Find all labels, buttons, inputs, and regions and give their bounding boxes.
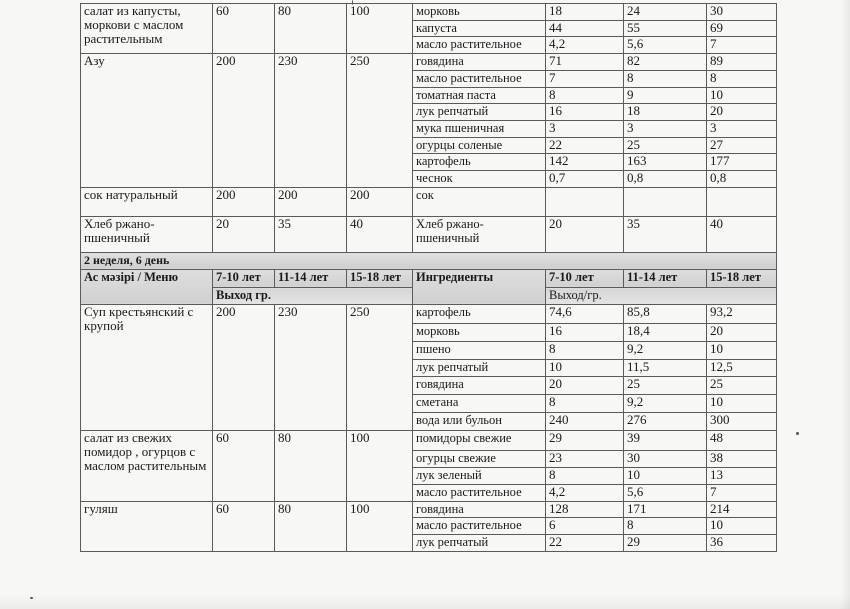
- ingredient-amount: 30: [707, 4, 777, 21]
- scan-speck: [30, 597, 33, 599]
- ingredient-amount: 10: [707, 518, 777, 535]
- age-7-10-header: 7-10 лет: [213, 269, 275, 288]
- scan-speck: [352, 0, 353, 5]
- ingredient-row: [81, 501, 777, 518]
- ing-age-11-14-header: 11-14 лет: [624, 269, 707, 288]
- dish-name: салат из свежих помидор , огурцов с маслом растительным: [81, 430, 213, 501]
- ingredient-row: [81, 430, 777, 451]
- ingredient-amount: 10: [624, 468, 707, 485]
- ingredient-amount: 29: [624, 535, 707, 552]
- ingredient-name: масло растительное: [413, 70, 546, 87]
- ingredient-name: морковь: [413, 4, 546, 21]
- ingredient-amount: 16: [546, 104, 624, 121]
- ingredient-amount: 11,5: [624, 359, 707, 377]
- week-menu-top-section: [81, 4, 777, 253]
- ingredient-amount: 6: [546, 518, 624, 535]
- ingredient-name: масло растительное: [413, 518, 546, 535]
- ingredient-name: лук репчатый: [413, 359, 546, 377]
- ingredient-amount: 23: [546, 451, 624, 468]
- ing-age-7-10-header: 7-10 лет: [546, 269, 624, 288]
- ingredient-amount: 8: [546, 395, 624, 413]
- age-11-14-header: 11-14 лет: [275, 269, 347, 288]
- ingredients-column-header: Ингредиенты: [413, 269, 546, 305]
- dish-name: Хлеб ржано-пшеничный: [81, 217, 213, 253]
- ingredient-name: пшено: [413, 341, 546, 359]
- ingredient-name: огурцы соленые: [413, 137, 546, 154]
- ingredient-name: картофель: [413, 305, 546, 324]
- ingredient-amount: 142: [546, 154, 624, 171]
- ingredient-row: [81, 4, 777, 21]
- ingredient-amount: 7: [707, 37, 777, 54]
- ingredient-name: сметана: [413, 395, 546, 413]
- dish-portion-value: 80: [275, 430, 347, 501]
- ingredient-amount: 89: [707, 54, 777, 71]
- ingredient-amount: 0,7: [546, 171, 624, 188]
- ingredient-amount: 55: [624, 20, 707, 37]
- ingredient-amount: [546, 187, 624, 216]
- section-label-row: [81, 252, 777, 269]
- ingredient-row: [81, 217, 777, 253]
- ingredient-amount: 3: [624, 121, 707, 138]
- ingredient-amount: 74,6: [546, 305, 624, 324]
- ingredient-amount: 8: [707, 70, 777, 87]
- ingredient-amount: 20: [546, 217, 624, 253]
- ingredient-amount: 8: [624, 518, 707, 535]
- ingredient-amount: 24: [624, 4, 707, 21]
- ingredient-amount: 9,2: [624, 395, 707, 413]
- ingredient-amount: 128: [546, 501, 624, 518]
- ingredient-name: огурцы свежие: [413, 451, 546, 468]
- ingredient-amount: 29: [546, 430, 624, 451]
- ingredient-name: мука пшеничная: [413, 121, 546, 138]
- ing-age-15-18-header: 15-18 лет: [707, 269, 777, 288]
- dish-name: гуляш: [81, 501, 213, 551]
- dish-portion-value: 100: [347, 501, 413, 551]
- section-header: [81, 252, 777, 304]
- ingredient-amount: 20: [707, 104, 777, 121]
- ingredient-amount: 300: [707, 412, 777, 430]
- column-header-row: [81, 269, 777, 288]
- ingredient-amount: 3: [546, 121, 624, 138]
- ingredient-name: масло растительное: [413, 37, 546, 54]
- ingredient-amount: 12,5: [707, 359, 777, 377]
- dish-portion-value: 100: [347, 4, 413, 54]
- ingredient-row: [81, 187, 777, 216]
- dish-name: Суп крестьянский с крупой: [81, 305, 213, 430]
- ingredient-amount: 8: [546, 87, 624, 104]
- ingredient-amount: 177: [707, 154, 777, 171]
- page-shadow-right: [840, 0, 850, 609]
- dish-portion-value: 230: [275, 54, 347, 188]
- ingredient-name: Хлеб ржано-пшеничный: [413, 217, 546, 253]
- age-15-18-header: 15-18 лет: [347, 269, 413, 288]
- scan-speck: [796, 432, 799, 435]
- ingredient-amount: 18: [546, 4, 624, 21]
- ingredient-name: картофель: [413, 154, 546, 171]
- ingredient-name: капуста: [413, 20, 546, 37]
- ingredient-amount: 25: [624, 377, 707, 395]
- ingredient-amount: 240: [546, 412, 624, 430]
- ingredient-amount: 40: [707, 217, 777, 253]
- ingredient-amount: 48: [707, 430, 777, 451]
- dish-portion-value: 35: [275, 217, 347, 253]
- ingredient-amount: 30: [624, 451, 707, 468]
- ingredient-amount: 39: [624, 430, 707, 451]
- dish-portion-value: 250: [347, 54, 413, 188]
- dish-portion-value: 200: [213, 54, 275, 188]
- ingredient-amount: 276: [624, 412, 707, 430]
- ingredient-amount: 3: [707, 121, 777, 138]
- ingredient-name: говядина: [413, 501, 546, 518]
- dish-name: сок натуральный: [81, 187, 213, 216]
- ingredient-amount: 4,2: [546, 484, 624, 501]
- ingredient-amount: 7: [707, 484, 777, 501]
- ingredient-amount: 8: [624, 70, 707, 87]
- ingredient-amount: 38: [707, 451, 777, 468]
- ingredient-amount: 36: [707, 535, 777, 552]
- ingredient-amount: 25: [624, 137, 707, 154]
- ingredient-row: [81, 54, 777, 71]
- ingredient-amount: 10: [546, 359, 624, 377]
- dish-name: Азу: [81, 54, 213, 188]
- ingredient-amount: 10: [707, 341, 777, 359]
- ingredient-amount: 25: [707, 377, 777, 395]
- ingredient-amount: 8: [546, 468, 624, 485]
- ingredient-amount: 9: [624, 87, 707, 104]
- ingredient-amount: 20: [707, 323, 777, 341]
- ingredient-amount: 82: [624, 54, 707, 71]
- ingredient-amount: 20: [546, 377, 624, 395]
- dish-portion-value: 80: [275, 501, 347, 551]
- ingredient-amount: 13: [707, 468, 777, 485]
- ingredient-name: сок: [413, 187, 546, 216]
- dish-portion-value: 200: [347, 187, 413, 216]
- ingredient-name: лук репчатый: [413, 535, 546, 552]
- ingredient-amount: 22: [546, 535, 624, 552]
- ingredient-name: помидоры свежие: [413, 430, 546, 451]
- ingredient-amount: 85,8: [624, 305, 707, 324]
- ingredient-amount: 7: [546, 70, 624, 87]
- ingredient-amount: 10: [707, 87, 777, 104]
- ingredient-name: морковь: [413, 323, 546, 341]
- ingredient-name: чеснок: [413, 171, 546, 188]
- ingredient-amount: 22: [546, 137, 624, 154]
- ingredient-name: лук репчатый: [413, 104, 546, 121]
- ingredient-amount: 69: [707, 20, 777, 37]
- dish-column-header: Ас мәзірі / Меню: [81, 269, 213, 305]
- ingredient-amount: 44: [546, 20, 624, 37]
- ingredient-amount: 5,6: [624, 37, 707, 54]
- ingredient-amount: 8: [546, 341, 624, 359]
- ingredient-name: говядина: [413, 54, 546, 71]
- dish-portion-value: 60: [213, 4, 275, 54]
- ingredient-amount: 27: [707, 137, 777, 154]
- ingredient-name: лук зеленый: [413, 468, 546, 485]
- ingredient-row: [81, 305, 777, 324]
- dish-portion-value: 250: [347, 305, 413, 430]
- ingredient-amount: 9,2: [624, 341, 707, 359]
- ingredient-amount: [624, 187, 707, 216]
- dish-portion-value: 200: [213, 305, 275, 430]
- ingredient-amount: 214: [707, 501, 777, 518]
- ingredient-amount: 171: [624, 501, 707, 518]
- ingredient-amount: 163: [624, 154, 707, 171]
- menu-table: [80, 3, 777, 552]
- dish-portion-value: 60: [213, 501, 275, 551]
- ingredient-amount: 0,8: [624, 171, 707, 188]
- dish-portion-value: 200: [275, 187, 347, 216]
- ingredient-name: говядина: [413, 377, 546, 395]
- dish-portion-value: 20: [213, 217, 275, 253]
- ingredient-amount: 93,2: [707, 305, 777, 324]
- ingredient-amount: 16: [546, 323, 624, 341]
- ingredient-name: томатная паста: [413, 87, 546, 104]
- ingredient-amount: 18: [624, 104, 707, 121]
- dish-name: салат из капусты, моркови с маслом растительным: [81, 4, 213, 54]
- section-label: 2 неделя, 6 день: [81, 252, 777, 269]
- ingredient-amount: 5,6: [624, 484, 707, 501]
- ingredient-amount: 18,4: [624, 323, 707, 341]
- dish-portion-value: 60: [213, 430, 275, 501]
- dish-output-header: Выход гр.: [213, 288, 413, 305]
- ingredient-name: масло растительное: [413, 484, 546, 501]
- dish-portion-value: 80: [275, 4, 347, 54]
- dish-portion-value: 40: [347, 217, 413, 253]
- ingredient-amount: 10: [707, 395, 777, 413]
- ingredient-amount: [707, 187, 777, 216]
- ingredient-amount: 71: [546, 54, 624, 71]
- ingredient-amount: 35: [624, 217, 707, 253]
- dish-portion-value: 230: [275, 305, 347, 430]
- dish-portion-value: 100: [347, 430, 413, 501]
- ingredient-amount: 4,2: [546, 37, 624, 54]
- page-shadow-bottom: [0, 595, 850, 609]
- ingredient-output-header: Выход/гр.: [546, 288, 777, 305]
- ingredient-name: вода или бульон: [413, 412, 546, 430]
- ingredient-amount: 0,8: [707, 171, 777, 188]
- week-menu-bottom-section: [81, 305, 777, 552]
- dish-portion-value: 200: [213, 187, 275, 216]
